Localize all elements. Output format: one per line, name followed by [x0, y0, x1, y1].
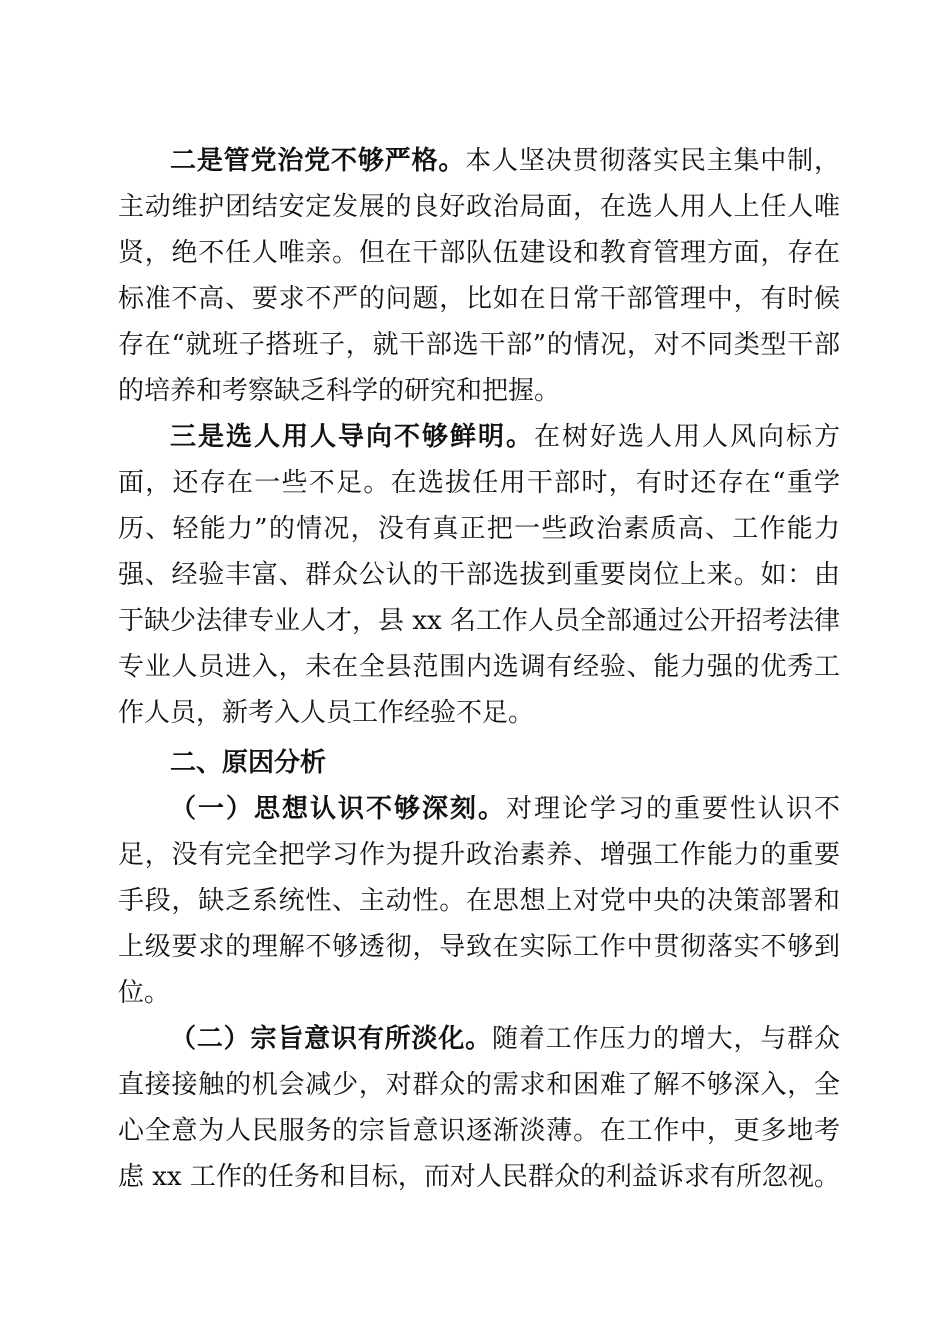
paragraph-purpose-awareness	[118, 1016, 840, 1200]
paragraph-text: 对理论学习的重要性认识不足，没有完全把学习作为提升政治素养、增强工作能力的重要手段，缺乏系统性、主动性。在思想上对党中央的决策部署和上级要求的理解不够透彻，导致在实际工作中贯彻落实不够到位。	[118, 794, 840, 1008]
paragraph-selection-orientation	[118, 414, 840, 736]
paragraph-party-management	[118, 138, 840, 414]
paragraph-text: 随着工作压力的增大，与群众直接接触的机会减少，对群众的需求和困难了解不够深入，全心全意为人民服务的宗旨意识逐渐淡薄。在工作中，更多地考虑 xx 工作的任务和目标，而对人民群众的利益诉求有所忽视。	[118, 1024, 840, 1192]
paragraph-lead: （二）宗旨意识有所淡化。	[170, 1024, 492, 1054]
section-heading: 二、原因分析	[170, 748, 327, 778]
paragraph-lead: 二是管党治党不够严格。	[170, 146, 466, 176]
paragraph-lead: 三是选人用人导向不够鲜明。	[170, 422, 534, 452]
paragraph-lead: （一）思想认识不够深刻。	[170, 794, 506, 824]
paragraph-ideological-understanding	[118, 786, 840, 1016]
paragraph-text: 本人坚决贯彻落实民主集中制，主动维护团结安定发展的良好政治局面，在选人用人上任人唯贤，绝不任人唯亲。但在干部队伍建设和教育管理方面，存在标准不高、要求不严的问题，比如在日常干部管理中，有时候存在“就班子搭班子，就干部选干部”的情况，对不同类型干部的培养和考察缺乏科学的研究和把握。	[118, 146, 840, 406]
document-body	[118, 138, 840, 1200]
paragraph-text: 在树好选人用人风向标方面，还存在一些不足。在选拔任用干部时，有时还存在“重学历、轻能力”的情况，没有真正把一些政治素质高、工作能力强、经验丰富、群众公认的干部选拔到重要岗位上来。如：由于缺少法律专业人才，县 xx 名工作人员全部通过公开招考法律专业人员进入，未在全县范围内选调有经验、能力强的优秀工作人员，新考入人员工作经验不足。	[118, 422, 840, 728]
